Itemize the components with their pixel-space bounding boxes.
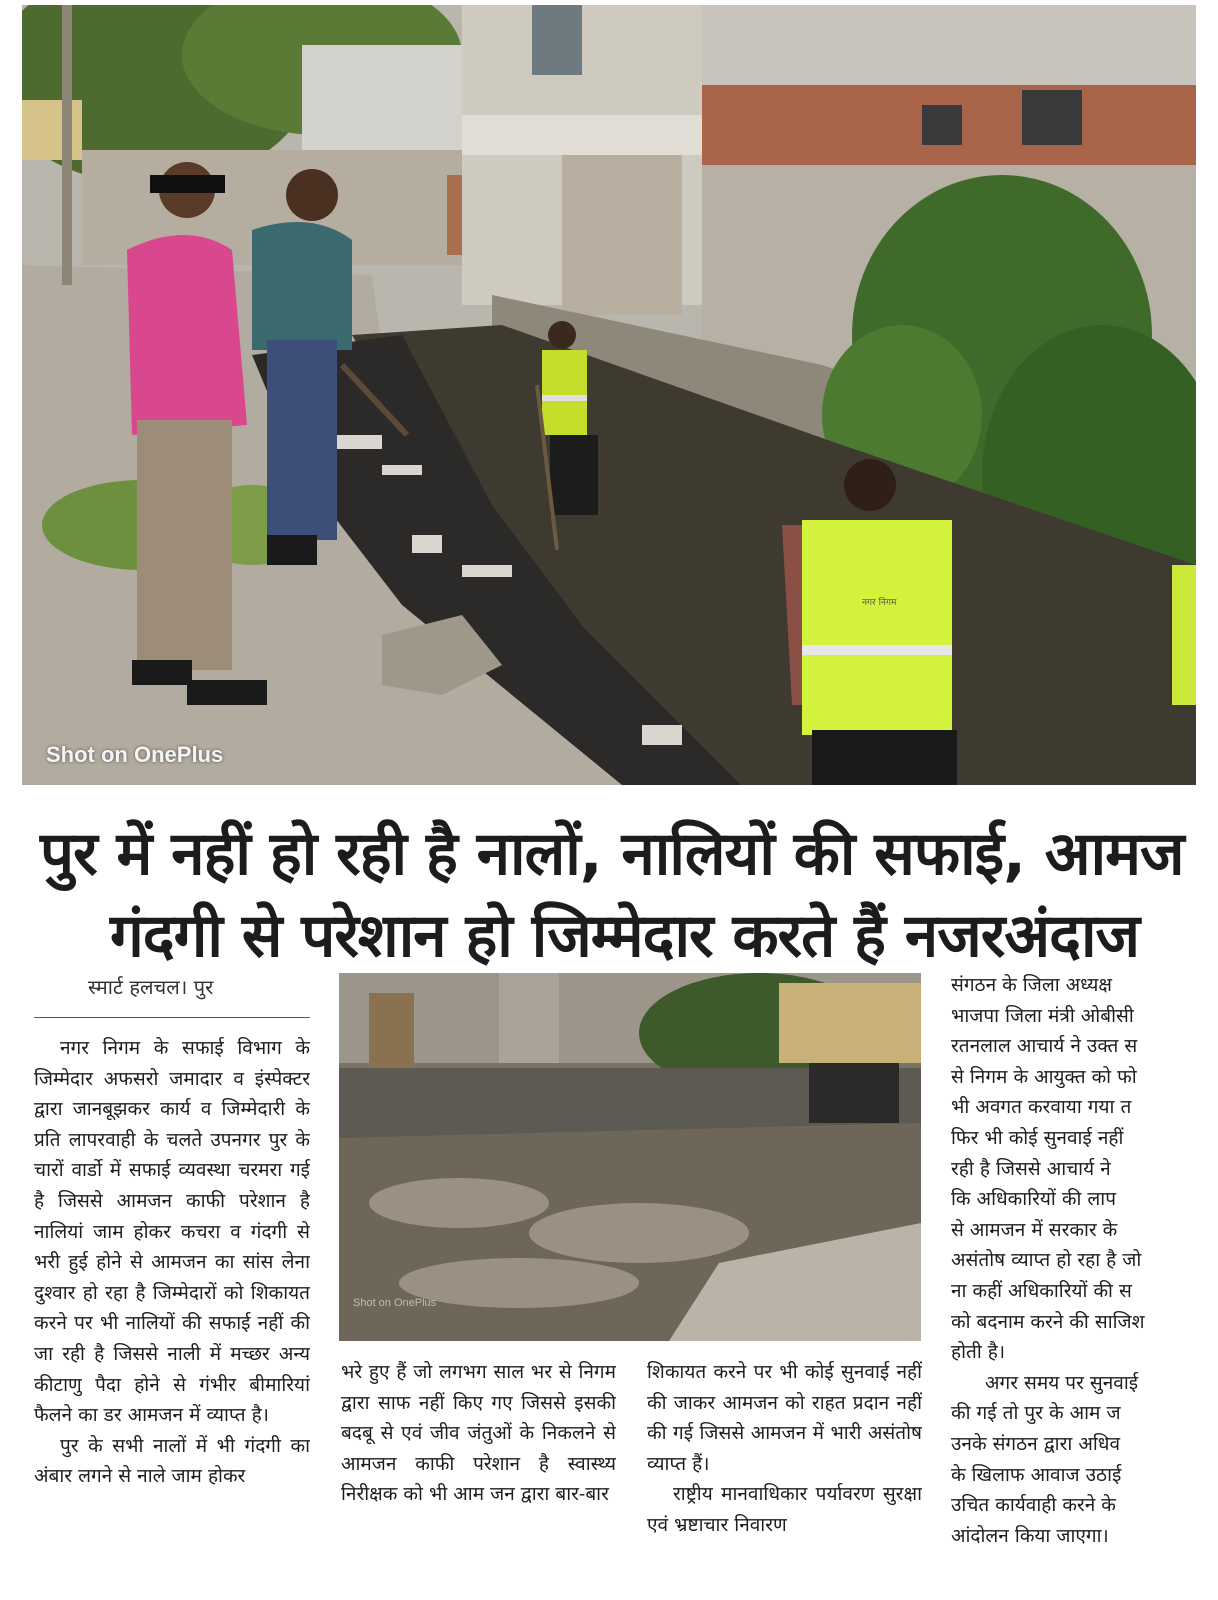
- article-column-2: [341, 1357, 616, 1577]
- paragraph: शिकायत करने पर भी कोई सुनवाई नहीं की जाकर आमजन को राहत प्रदान नहीं की गई जिससे आमजन में भारी असंतोष व्याप्त हैं।: [647, 1361, 922, 1475]
- paragraph: पुर के सभी नालों में भी गंदगी का अंबार लगने से नाले जाम होकर: [34, 1434, 310, 1488]
- text-line: रतनलाल आचार्य ने उक्त स: [951, 1035, 1138, 1058]
- text-line: भाजपा जिला मंत्री ओबीसी: [951, 1004, 1134, 1027]
- text-line: कि अधिकारियों की लाप: [951, 1188, 1117, 1211]
- text-line: को बदनाम करने की साजिश: [951, 1310, 1145, 1333]
- text-line: रही है जिससे आचार्य ने: [951, 1157, 1111, 1180]
- clogged-drain-scene: [339, 973, 921, 1341]
- text-line: होती है।: [951, 1341, 1006, 1364]
- article-column-1: [34, 1033, 310, 1578]
- headline-line-1: पुर में नहीं हो रही है नालों, नालियों की सफाई, आमज: [40, 819, 1184, 889]
- text-line: की गई तो पुर के आम ज: [951, 1402, 1121, 1425]
- news-headline: [0, 800, 1218, 980]
- text-line: फिर भी कोई सुनवाई नहीं: [951, 1126, 1124, 1149]
- text-line: असंतोष व्याप्त हो रहा है जो: [951, 1249, 1142, 1272]
- text-line: उचित कार्यवाही करने के: [951, 1494, 1116, 1517]
- drain-cleaning-scene: [22, 5, 1196, 785]
- text-line: आंदोलन किया जाएगा।: [951, 1524, 1109, 1547]
- main-news-photo: [22, 5, 1196, 785]
- text-line: के खिलाफ आवाज उठाई: [951, 1463, 1122, 1486]
- text-line: ना कहीं अधिकारियों की स: [951, 1279, 1132, 1302]
- text-line: से निगम के आयुक्त को फो: [951, 1065, 1137, 1088]
- byline-divider: [34, 1017, 310, 1018]
- text-line: उनके संगठन द्वारा अधिव: [951, 1432, 1121, 1455]
- paragraph: भरे हुए हैं जो लगभग साल भर से निगम द्वारा साफ नहीं किए गए जिससे इसकी बदबू से एवं जीव जंतुओं के निकलने से आमजन काफी परेशान है स्वास्थ्य निरीक्षक को भी आम जन द्वारा बार-बार: [341, 1361, 616, 1506]
- byline: स्मार्ट हलचल। पुर: [88, 975, 214, 999]
- text-line: संगठन के जिला अध्यक्ष: [951, 974, 1112, 996]
- article-column-4: [951, 970, 1191, 1580]
- paragraph: नगर निगम के सफाई विभाग के जिम्मेदार अफसरो जमादार व इंस्पेक्टर द्वारा जानबूझकर कार्य व जिम्मेदारी के प्रति लापरवाही के चलते उपनगर पुर के चारों वार्डो में सफाई व्यवस्था चरमरा गई है जिससे आमजन काफी परेशान है नालियां जाम होकर कचरा व गंदगी से भरी हुई होने से आमजन का सांस लेना दुश्वार हो रहा है जिम्मेदारों को शिकायत करने पर भी नालियों की सफाई नहीं की जा रही है जिससे नाली में मच्छर अन्य कीटाणु पैदा होने से गंभीर बीमारियां फैलने का डर आमजन में व्याप्त है।: [34, 1037, 310, 1427]
- paragraph: राष्ट्रीय मानवाधिकार पर्यावरण सुरक्षा एवं भ्रष्टाचार निवारण: [647, 1483, 922, 1536]
- headline-line-2: गंदगी से परेशान हो जिम्मेदार करते हैं नजरअंदाज: [110, 901, 1140, 971]
- vest-text: नगर निगम: [862, 598, 897, 608]
- inner-photo-watermark: Shot on OnePlus: [353, 1297, 437, 1309]
- text-line: भी अवगत करवाया गया त: [951, 1096, 1132, 1119]
- camera-watermark: Shot on OnePlus: [46, 742, 224, 767]
- text-line: अगर समय पर सुनवाई: [985, 1371, 1139, 1394]
- article-column-3: [647, 1357, 922, 1577]
- secondary-drain-photo: [339, 973, 921, 1341]
- text-line: से आमजन में सरकार के: [951, 1218, 1118, 1241]
